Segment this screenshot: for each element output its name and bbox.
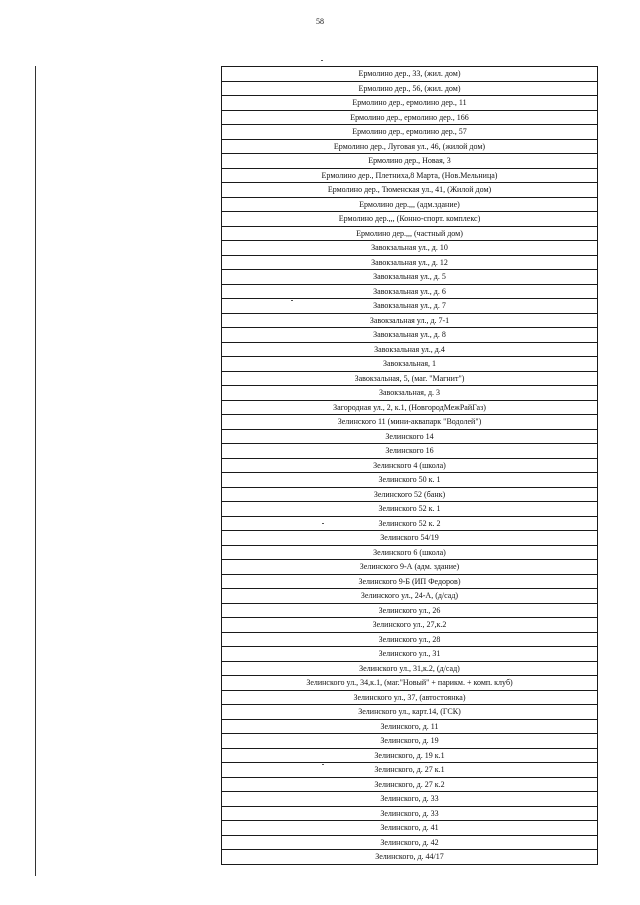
address-cell: Зелинского, д. 42 bbox=[222, 835, 598, 850]
table-row bbox=[222, 734, 598, 749]
address-cell: Зелинского, д. 27 к.2 bbox=[222, 777, 598, 792]
address-cell: Ермолино дер., Новая, 3 bbox=[222, 154, 598, 169]
table-row bbox=[222, 328, 598, 343]
address-cell: Зелинского ул., 37, (автостоянка) bbox=[222, 690, 598, 705]
address-cell: Зелинского ул., 27,к.2 bbox=[222, 618, 598, 633]
table-row bbox=[222, 342, 598, 357]
table-row bbox=[222, 792, 598, 807]
table-row bbox=[222, 850, 598, 865]
address-cell: Зелинского, д. 41 bbox=[222, 821, 598, 836]
table-row bbox=[222, 574, 598, 589]
table-row bbox=[222, 183, 598, 198]
table-row bbox=[222, 705, 598, 720]
address-cell: Зелинского 16 bbox=[222, 444, 598, 459]
table-row bbox=[222, 270, 598, 285]
table-row bbox=[222, 777, 598, 792]
table-row bbox=[222, 386, 598, 401]
address-cell: Зелинского 54/19 bbox=[222, 531, 598, 546]
table-row bbox=[222, 444, 598, 459]
address-cell: Завокзальная, д. 3 bbox=[222, 386, 598, 401]
address-cell: Завокзальная ул., д. 10 bbox=[222, 241, 598, 256]
table-row bbox=[222, 168, 598, 183]
address-cell: Завокзальная ул., д. 7-1 bbox=[222, 313, 598, 328]
table-row bbox=[222, 313, 598, 328]
table-row bbox=[222, 502, 598, 517]
table-row bbox=[222, 139, 598, 154]
address-cell: Зелинского ул., 34,к.1, (маг."Новый" + парикм. + комп. клуб) bbox=[222, 676, 598, 691]
address-cell: Зелинского 52 к. 2 bbox=[222, 516, 598, 531]
address-cell: Завокзальная ул., д. 8 bbox=[222, 328, 598, 343]
table-row bbox=[222, 589, 598, 604]
table-row bbox=[222, 357, 598, 372]
address-cell: Зелинского 14 bbox=[222, 429, 598, 444]
address-cell: Ермолино дер.,,, (адм.здание) bbox=[222, 197, 598, 212]
address-cell: Завокзальная ул., д.4 bbox=[222, 342, 598, 357]
table-row bbox=[222, 603, 598, 618]
address-cell: Завокзальная ул., д. 5 bbox=[222, 270, 598, 285]
table-row bbox=[222, 516, 598, 531]
table-row bbox=[222, 748, 598, 763]
address-cell: Загородная ул., 2, к.1, (НовгородМежРайГаз) bbox=[222, 400, 598, 415]
address-cell: Ермолино дер., ермолино дер., 166 bbox=[222, 110, 598, 125]
table-row bbox=[222, 125, 598, 140]
address-cell: Зелинского 50 к. 1 bbox=[222, 473, 598, 488]
table-row bbox=[222, 67, 598, 82]
address-cell: Зелинского, д. 11 bbox=[222, 719, 598, 734]
address-cell: Завокзальная ул., д. 6 bbox=[222, 284, 598, 299]
table-row bbox=[222, 371, 598, 386]
address-cell: Зелинского 9-А (адм. здание) bbox=[222, 560, 598, 575]
table-row bbox=[222, 661, 598, 676]
address-cell: Зелинского ул., 31,к.2, (д/сад) bbox=[222, 661, 598, 676]
address-cell: Завокзальная ул., д. 12 bbox=[222, 255, 598, 270]
address-cell: Зелинского, д. 44/17 bbox=[222, 850, 598, 865]
table-row bbox=[222, 821, 598, 836]
table-row bbox=[222, 473, 598, 488]
table-row bbox=[222, 835, 598, 850]
address-cell: Зелинского ул., карт.14, (ГСК) bbox=[222, 705, 598, 720]
address-cell: Ермолино дер.,,, (частный дом) bbox=[222, 226, 598, 241]
table-row bbox=[222, 154, 598, 169]
address-cell: Ермолино дер.,,, (Конно-спорт. комплекс) bbox=[222, 212, 598, 227]
address-cell: Зелинского 52 (банк) bbox=[222, 487, 598, 502]
address-cell: Зелинского 9-Б (ИП Федоров) bbox=[222, 574, 598, 589]
table-row bbox=[222, 690, 598, 705]
address-cell: Ермолино дер., ермолино дер., 11 bbox=[222, 96, 598, 111]
address-cell: Зелинского ул., 31 bbox=[222, 647, 598, 662]
address-cell: Зелинского 4 (школа) bbox=[222, 458, 598, 473]
table-row bbox=[222, 806, 598, 821]
address-cell: Зелинского, д. 19 к.1 bbox=[222, 748, 598, 763]
address-cell: Ермолино дер., Плетниха,8 Марта, (Нов.Мельница) bbox=[222, 168, 598, 183]
table-row bbox=[222, 400, 598, 415]
table-row bbox=[222, 560, 598, 575]
address-cell: Ермолино дер., ермолино дер., 57 bbox=[222, 125, 598, 140]
address-cell: Зелинского, д. 19 bbox=[222, 734, 598, 749]
table-row bbox=[222, 284, 598, 299]
table-row bbox=[222, 458, 598, 473]
table-row bbox=[222, 96, 598, 111]
table-row bbox=[222, 255, 598, 270]
table-row bbox=[222, 197, 598, 212]
table-row bbox=[222, 299, 598, 314]
address-cell: Завокзальная, 1 bbox=[222, 357, 598, 372]
address-cell: Зелинского, д. 33 bbox=[222, 806, 598, 821]
address-cell: Зелинского 6 (школа) bbox=[222, 545, 598, 560]
address-cell: Зелинского, д. 33 bbox=[222, 792, 598, 807]
address-cell: Ермолино дер., Тюменская ул., 41, (Жилой дом) bbox=[222, 183, 598, 198]
table-row bbox=[222, 545, 598, 560]
table-row bbox=[222, 241, 598, 256]
address-cell: Ермолино дер., 56, (жил. дом) bbox=[222, 81, 598, 96]
table-row bbox=[222, 487, 598, 502]
address-table-body bbox=[222, 67, 598, 865]
address-cell: Ермолино дер., 33, (жил. дом) bbox=[222, 67, 598, 82]
table-row bbox=[222, 632, 598, 647]
table-row bbox=[222, 719, 598, 734]
address-cell: Зелинского 52 к. 1 bbox=[222, 502, 598, 517]
address-cell: Зелинского ул., 24-А, (д/сад) bbox=[222, 589, 598, 604]
address-cell: Ермолино дер., Луговая ул., 46, (жилой дом) bbox=[222, 139, 598, 154]
table-row bbox=[222, 429, 598, 444]
scan-speck bbox=[321, 60, 323, 61]
table-row bbox=[222, 212, 598, 227]
address-cell: Зелинского ул., 26 bbox=[222, 603, 598, 618]
address-cell: Зелинского ул., 28 bbox=[222, 632, 598, 647]
left-margin-rule bbox=[35, 66, 36, 876]
table-row bbox=[222, 676, 598, 691]
table-row bbox=[222, 763, 598, 778]
address-cell: Завокзальная, 5, (маг. "Магнит") bbox=[222, 371, 598, 386]
address-cell: Завокзальная ул., д. 7 bbox=[222, 299, 598, 314]
address-table bbox=[221, 66, 598, 865]
table-row bbox=[222, 110, 598, 125]
table-row bbox=[222, 415, 598, 430]
address-cell: Зелинского, д. 27 к.1 bbox=[222, 763, 598, 778]
table-row bbox=[222, 226, 598, 241]
address-cell: Зелинского 11 (мини-аквапарк "Водолей") bbox=[222, 415, 598, 430]
table-row bbox=[222, 647, 598, 662]
table-row bbox=[222, 618, 598, 633]
page-number: 58 bbox=[316, 17, 324, 26]
table-row bbox=[222, 81, 598, 96]
table-row bbox=[222, 531, 598, 546]
